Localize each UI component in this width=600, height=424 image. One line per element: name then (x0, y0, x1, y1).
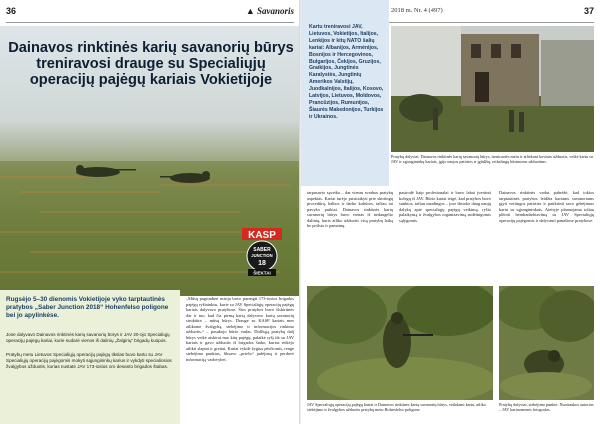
caption-top: Pratybų dalyviai. Dainavos rinktinės karių savanorių būrys, treniruotės metu ir atliekant kovines užduotis, veikė kartu su JAV ir sąjungininkų kariais, įgijo naujos patirties ir įgūdžių, reikalingų būsimoms užduotims. (391, 154, 593, 165)
badge-ribbon-text: ŠIEKTAI (253, 270, 271, 276)
left-page-number: 36 (6, 6, 17, 16)
lead-paragraph: Rugsėjo 5–30 dienomis Vokietijoje vyko tarptautinės pratybos „Saber Junction 2018“ Hohenfelso poligone bei jo apylinkėse. (6, 296, 169, 320)
kasp-saber-junction-badge (234, 228, 290, 276)
left-header (6, 6, 294, 22)
badge-kasp-text: KASP (248, 230, 276, 241)
magazine-name: Savanoris (256, 6, 294, 16)
photo-soldier-forest (307, 286, 493, 400)
badge-junction-text: JUNCTION (251, 253, 273, 258)
issue-number: 2018 m. Nr. 4 (497) (391, 7, 443, 14)
left-header-rule (6, 22, 294, 23)
right-header (389, 6, 594, 22)
left-page (0, 0, 299, 424)
photo-soldiers-building (391, 26, 594, 152)
soldier-icon: ▲ (245, 6, 255, 16)
body-column-2: pasirodė kaip profesionalai ir buvo labai įvertinti kolegų iš JAV. Būrio kariai teigė, kad pratybos buvo sunkios, tačiau naudingos – jose išmoko daug naujų dalykų apie specialiųjų pajėgų veikimą, ryšio palaikymą ir žvalgybos organizavimą sudėtingomis sąlygomis. (399, 190, 491, 223)
body-paragraph-1: Jose dalyvavo Dainavos rinktinės karių savanorių būrys ir JAV 20-ojo Specialiųjų operacijų pajėgų kariai, kurie sudarė vienos iš dalinių „Žalgirių“ brigadų kuopos. (6, 332, 170, 343)
badge-year-text: 18 (258, 260, 266, 267)
countries-list: Kartu treniravosi JAV, Lietuvos, Vokietijos, Italijos, Lenkijos ir kitų NATO šalių kariai: Albanijos, Armėnijos, Bosnijos ir Hercegovinos, Bulgarijos, Čekijos, Gruzijos, Graikijos, Jungtinės Karalystės, Jungtinių Amerikos Valstijų, Juodkalnijos, Italijos, Kosovo, Latvijos, Lietuvos, Moldovos, Prancūzijos, Rumunijos, Šiaurės Makedonijos, Turkijos ir Ukrainos. (309, 24, 384, 120)
body-column-1: tarpusavio sąveika – dar vienas svarbus pratybų aspektas. Kariai turėjo prisitaikyti prie skirtingų procedūrų, kalbos ir darbo kultūros, tačiau tai pavyko puikiai. Dainavos rinktinės karių savanorių būrys buvo vienas iš nedaugelio dalinių, kuris atliko užduotis visą pratybų laiką be poilsio ir pamainų. (307, 190, 393, 228)
photo-observation-post (499, 286, 594, 400)
body-column-3: Dainavos rinktinės vadas pabrėžė, kad tokios tarptautinės pratybos leidžia kariams savanoriams įgyti vertingos patirties ir patikrinti savo gebėjimus kartu su sąjungininkais. Ateityje planuojama toliau plėtoti bendradarbiavimą su JAV Specialiųjų operacijų pajėgomis ir dalyvauti panašiose pratybose. (499, 190, 594, 223)
right-page-number: 37 (583, 6, 594, 16)
caption-bottom-right: Pratybų dalyviai, stebėjimo punkte. Nuotraukos autorius – JAV kariuomenės fotografas. (499, 402, 594, 413)
magazine-logo (246, 6, 294, 16)
body-paragraph-2: Pratybų metu Lietuvos Specialiųjų operacijų pajėgų tikslas buvo kartu su JAV Specialiųjų operacijų pajėgomis mokyti sąjungininkų karius ir vykdyti specialiosios žvalgybos užduotis, kurias nustatė JAV 173-iosios oro desanto brigados štabas. (6, 352, 172, 369)
body-column-middle: „Mūsų pagrindinė misija buvo parengti 173-iosios brigados pajėgų ryšininkus, kurie su JAV Specialiųjų operacijų pajėgų kariais dalyvavo pratybose. Šios pratybos buvo išskirtinės dar ir tuo, kad čia pirmą kartą dalyvavo karių savanorių struktūra – mūsų būrys. Drauge su KASP kariais mes atlikome žvalgybą, stebėjimo ir informacijos rinkimo užduotis,“ – pasakojo būrio vadas. Didžiąją pratybų dalį būrys veikė atskirai nuo kitų pajėgų, palaikė ryšį tik su JAV kariais ir gavo užduotis iš brigados štabo, kurias reikėjo atlikti slaptai ir greitai. Kariai vykdė žygius pėsčiomis, rengė stebėjimo punktus, fiksavo „priešo“ judėjimą ir perdavė informaciją vadovybei. (186, 296, 294, 362)
right-header-rule (389, 22, 594, 23)
caption-bottom-left: JAV Specialiųjų operacijų pajėgų kariai ir Dainavos rinktinės karių savanorių būrys, veikdami kartu, atliko stebėjimo ir žvalgybos užduotis pratybų metu Hohenfelso poligone. (307, 402, 486, 413)
badge-saber-text: SABER (253, 247, 271, 253)
article-title: Dainavos rinktinės karių savanorių būrys treniravosi drauge su Specialiųjų operacijų pajėgų kariais Vokietijoje (8, 40, 294, 88)
right-page (301, 0, 600, 424)
